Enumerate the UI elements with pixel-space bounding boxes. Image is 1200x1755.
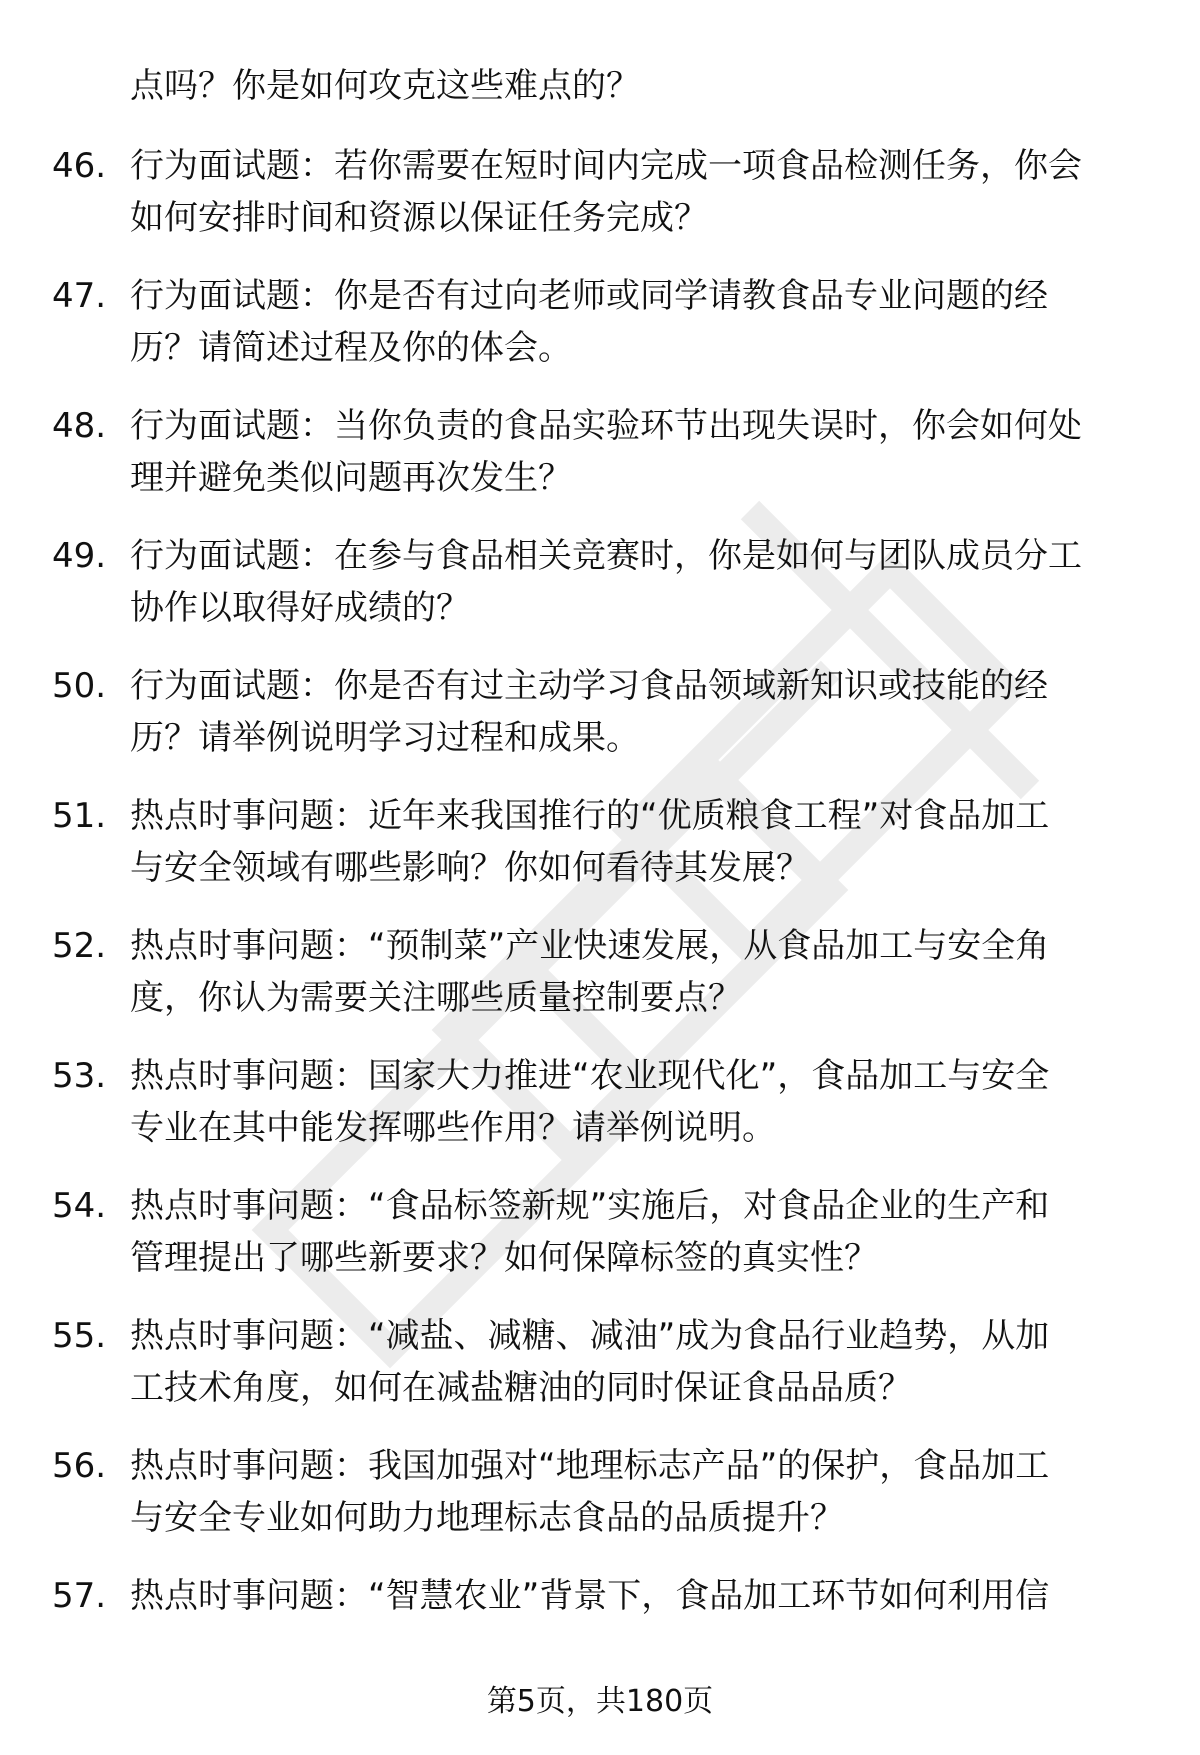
continuation-line: 点吗？你是如何攻克这些难点的？ (130, 66, 640, 106)
question-item (0, 270, 1200, 400)
question-line: 行为面试题：你是否有过主动学习食品领域新知识或技能的经 (130, 666, 1048, 706)
question-text (130, 1310, 1140, 1414)
question-text (130, 660, 1140, 764)
question-number: 56. (52, 1446, 107, 1486)
question-text (130, 270, 1140, 374)
question-item (0, 660, 1200, 790)
question-item (0, 140, 1200, 270)
question-text (130, 400, 1140, 504)
question-line: 热点时事问题：“预制菜”产业快速发展，从食品加工与安全角 (130, 926, 1050, 966)
question-line: 热点时事问题：“智慧农业”背景下，食品加工环节如何利用信 (130, 1576, 1050, 1616)
question-line: 与安全专业如何助力地理标志食品的品质提升？ (130, 1498, 844, 1538)
question-line: 行为面试题：若你需要在短时间内完成一项食品检测任务，你会 (130, 146, 1082, 186)
question-item (0, 530, 1200, 660)
question-line: 热点时事问题：国家大力推进“农业现代化”，食品加工与安全 (130, 1056, 1050, 1096)
question-number: 49. (52, 536, 107, 576)
question-number: 50. (52, 666, 107, 706)
question-item (0, 1310, 1200, 1440)
question-text (130, 530, 1140, 634)
question-text (130, 140, 1140, 244)
question-item (0, 1570, 1200, 1700)
question-list (0, 140, 1200, 1700)
question-text (130, 1050, 1140, 1154)
question-number: 46. (52, 146, 107, 186)
question-item (0, 790, 1200, 920)
question-line: 管理提出了哪些新要求？如何保障标签的真实性？ (130, 1238, 878, 1278)
question-number: 55. (52, 1316, 107, 1356)
question-line: 与安全领域有哪些影响？你如何看待其发展？ (130, 848, 810, 888)
question-line: 度，你认为需要关注哪些质量控制要点？ (130, 978, 742, 1018)
question-item (0, 400, 1200, 530)
question-text (130, 920, 1140, 1024)
question-item (0, 920, 1200, 1050)
question-line: 热点时事问题：我国加强对“地理标志产品”的保护，食品加工 (130, 1446, 1050, 1486)
question-line: 历？请简述过程及你的体会。 (130, 328, 572, 368)
question-number: 54. (52, 1186, 107, 1226)
question-number: 57. (52, 1576, 107, 1616)
question-line: 行为面试题：在参与食品相关竞赛时，你是如何与团队成员分工 (130, 536, 1082, 576)
question-line: 行为面试题：当你负责的食品实验环节出现失误时，你会如何处 (130, 406, 1082, 446)
question-text (130, 1440, 1140, 1544)
question-text (130, 1180, 1140, 1284)
question-text (130, 790, 1140, 894)
question-item (0, 1440, 1200, 1570)
question-text (130, 1570, 1140, 1622)
question-number: 47. (52, 276, 107, 316)
question-number: 52. (52, 926, 107, 966)
question-line: 历？请举例说明学习过程和成果。 (130, 718, 640, 758)
question-item (0, 1050, 1200, 1180)
question-line: 专业在其中能发挥哪些作用？请举例说明。 (130, 1108, 776, 1148)
question-number: 51. (52, 796, 107, 836)
question-line: 行为面试题：你是否有过向老师或同学请教食品专业问题的经 (130, 276, 1048, 316)
question-item (0, 1180, 1200, 1310)
question-line: 热点时事问题：近年来我国推行的“优质粮食工程”对食品加工 (130, 796, 1050, 836)
question-number: 53. (52, 1056, 107, 1096)
page-footer: 第5页，共180页 (486, 1684, 714, 1719)
question-line: 理并避免类似问题再次发生？ (130, 458, 572, 498)
question-line: 热点时事问题：“食品标签新规”实施后，对食品企业的生产和 (130, 1186, 1050, 1226)
question-line: 工技术角度，如何在减盐糖油的同时保证食品品质？ (130, 1368, 912, 1408)
question-line: 如何安排时间和资源以保证任务完成？ (130, 198, 708, 238)
question-line: 协作以取得好成绩的？ (130, 588, 470, 628)
question-line: 热点时事问题：“减盐、减糖、减油”成为食品行业趋势，从加 (130, 1316, 1050, 1356)
question-number: 48. (52, 406, 107, 446)
